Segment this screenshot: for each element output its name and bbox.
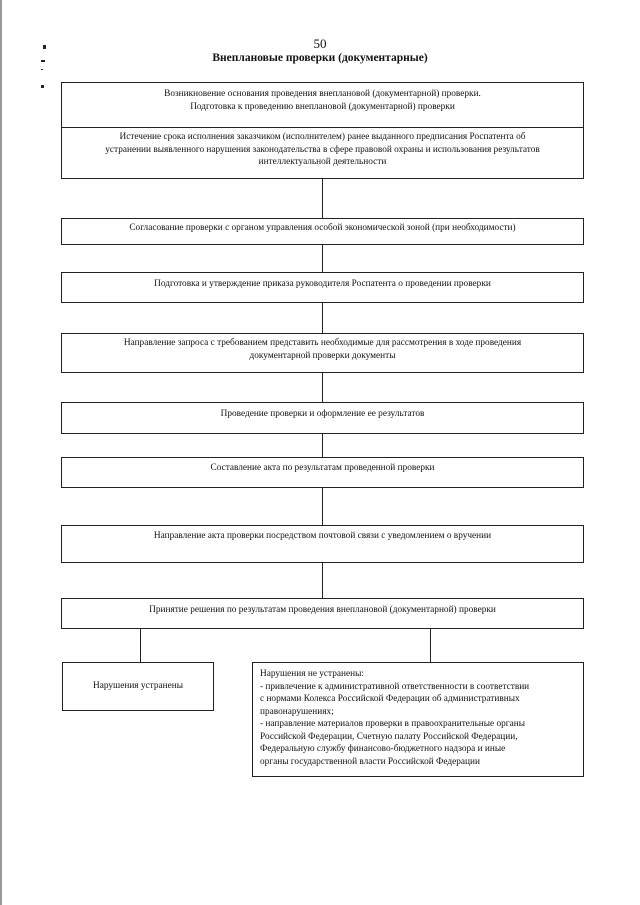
flow-step-4 (61, 272, 584, 303)
flow-step-7 (61, 457, 584, 488)
margin-mark (41, 85, 44, 88)
step-text: интеллектуальной деятельности (258, 157, 387, 167)
outcome-text: Федеральную службу финансово-бюджетного надзора и иные (260, 744, 506, 754)
step-text: Направление запроса с требованием представить необходимые для рассмотрения в ходе проведения (123, 338, 522, 348)
flow-step-9-decision (61, 598, 584, 629)
flow-step-6 (61, 402, 584, 434)
outcome-text: Нарушения не устранены: (260, 669, 364, 679)
step-text: Согласование проверки с органом управления особой экономической зоной (при необходимости) (129, 223, 516, 233)
connector (322, 433, 323, 458)
step-text: Подготовка и утверждение приказа руководителя Роспатента о проведении проверки (154, 279, 491, 289)
flow-step-8 (61, 525, 584, 563)
step-text: Принятие решения по результатам проведения внеплановой (документарной) проверки (149, 605, 496, 615)
step-text: Проведение проверки и оформление ее результатов (220, 409, 425, 419)
page-number: 50 (313, 36, 327, 51)
flow-step-1 (61, 82, 584, 128)
step-text: устранении выявленного нарушения законодательства в сфере правовой охраны и использования результатов (105, 144, 540, 155)
outcome-text: правонарушениях; (260, 706, 334, 717)
connector (322, 487, 323, 526)
scan-edge (0, 0, 2, 905)
outcome-text: Российской Федерации, Счетную палату Российской Федерации, (260, 731, 518, 742)
flow-step-3 (61, 218, 584, 245)
branch-connector-right (430, 628, 431, 663)
flow-step-2 (61, 127, 584, 179)
connector (322, 302, 323, 334)
branch-connector-left (140, 628, 141, 663)
connector (322, 562, 323, 599)
connector (322, 372, 323, 403)
outcome-resolved (62, 662, 214, 711)
outcome-text: органы государственной власти Российской Федерации (260, 756, 480, 767)
step-text: Составление акта по результатам проведенной проверки (210, 463, 435, 473)
outcome-not-resolved (252, 662, 584, 777)
step-text: Истечение срока исполнения заказчиком (исполнителем) ранее выданного предписания Роспатента об (119, 132, 526, 142)
outcome-text: - привлечение к административной ответственности в соответствии (260, 681, 530, 692)
margin-mark (41, 69, 43, 70)
page-title: Внеплановые проверки (документарные) (212, 52, 428, 64)
outcome-text: - направление материалов проверки в правоохранительные органы (260, 719, 525, 729)
connector (322, 178, 323, 219)
step-text: Направление акта проверки посредством почтовой связи с уведомлением о вручении (153, 531, 492, 541)
connector (322, 244, 323, 273)
step-text: Возникновение основания проведения внеплановой (документарной) проверки. (164, 89, 481, 99)
outcome-text: с нормами Колекса Российской Федерации об административных (260, 694, 520, 704)
outcome-text: Нарушения устранены (93, 681, 183, 692)
step-text: Подготовка к проведению внеплановой (документарной) проверки (190, 101, 455, 112)
step-text: документарной проверки документы (249, 350, 396, 361)
flow-step-5 (61, 333, 584, 373)
